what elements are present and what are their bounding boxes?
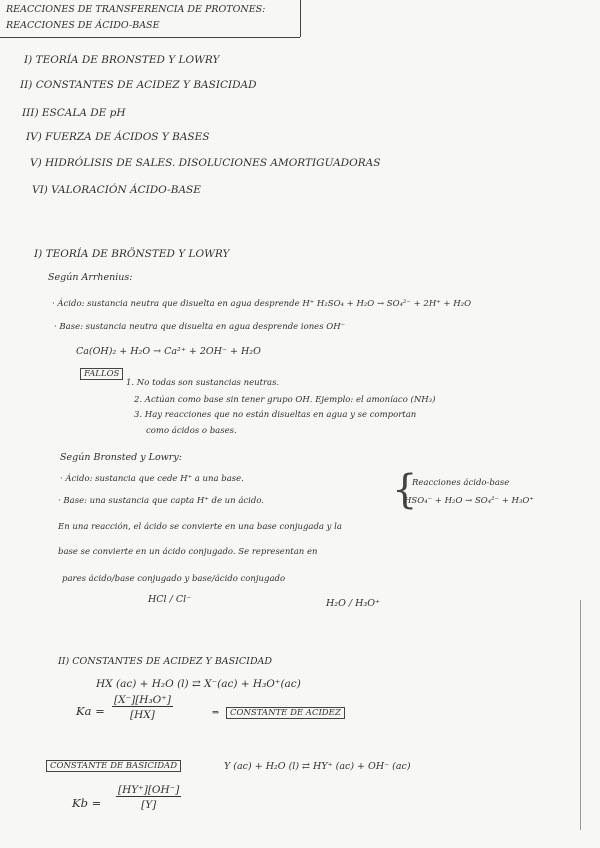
fallos-label: FALLOS: [80, 368, 123, 380]
ka-numerator: [X⁻][H₃O⁺]: [114, 694, 171, 706]
index-item: IV) FUERZA DE ÁCIDOS Y BASES: [26, 131, 210, 143]
paragraph-line: pares ácido/base conjugado y base/ácido conjugado: [62, 574, 286, 584]
kb-denominator: [Y]: [141, 799, 157, 811]
arrhenius-title: Según Arrhenius:: [48, 272, 133, 283]
kb-label: Kb =: [72, 796, 102, 810]
index-item: III) ESCALA DE pH: [22, 107, 126, 119]
brace-symbol: {: [392, 467, 418, 513]
kb-name: CONSTANTE DE BASICIDAD: [46, 760, 181, 772]
paragraph-line: En una reacción, el ácido se convierte en una base conjugada y la: [58, 522, 342, 532]
fallo-item-cont: como ácidos o bases.: [146, 426, 237, 436]
section1-title: I) TEORÍA DE BRÖNSTED Y LOWRY: [34, 248, 230, 260]
index-item: II) CONSTANTES DE ACIDEZ Y BASICIDAD: [20, 79, 257, 91]
header-line-2: REACCIONES DE ÁCIDO-BASE: [6, 20, 160, 31]
index-item: I) TEORÍA DE BRONSTED Y LOWRY: [24, 54, 220, 66]
header-underline: [0, 37, 300, 38]
paragraph-line: base se convierte en un ácido conjugado. Se representan en: [58, 547, 318, 557]
acid-equilibrium: HX (ac) + H₂O (l) ⇄ X⁻(ac) + H₃O⁺(ac): [96, 678, 301, 690]
reaction-equation: HSO₄⁻ + H₂O → SO₄²⁻ + H₃O⁺: [404, 496, 534, 506]
base-equilibrium: Y (ac) + H₂O (l) ⇄ HY⁺ (ac) + OH⁻ (ac): [224, 761, 411, 772]
bl-title: Según Bronsted y Lowry:: [60, 452, 182, 463]
index-item: VI) VALORACIÓN ÁCIDO-BASE: [32, 184, 201, 196]
right-margin-line: [580, 600, 581, 830]
conjugate-pair: H₂O / H₃O⁺: [326, 598, 381, 609]
ka-label: Ka =: [76, 704, 105, 718]
reaction-label: Reacciones ácido-base: [412, 478, 510, 488]
kb-numerator: [HY⁺][OH⁻]: [118, 784, 180, 796]
ka-fraction: [112, 694, 173, 721]
arrhenius-base: · Base: sustancia neutra que disuelta en agua desprende iones OH⁻: [54, 322, 346, 332]
fallo-item: 1. No todas son sustancias neutras.: [126, 378, 280, 388]
header-side-rule: [300, 0, 301, 37]
ka-denominator: [HX]: [130, 709, 155, 721]
base-equation: Ca(OH)₂ + H₂O → Ca²⁺ + 2OH⁻ + H₂O: [76, 346, 261, 357]
bl-base: · Base: una sustancia que capta H⁺ de un ácido.: [58, 496, 264, 506]
ka-name: CONSTANTE DE ACIDEZ: [226, 707, 345, 719]
fallo-item: 3. Hay reacciones que no están disueltas en agua y se comportan: [134, 410, 417, 420]
conjugate-pair: HCl / Cl⁻: [148, 594, 192, 605]
fallo-item: 2. Actúan como base sin tener grupo OH. Ejemplo: el amoníaco (NH₃): [134, 395, 436, 405]
kb-fraction: [116, 784, 181, 811]
arrow-symbol: ⇒: [212, 708, 220, 718]
bl-acid: · Ácido: sustancia que cede H⁺ a una base.: [60, 474, 244, 484]
arrhenius-acid: · Ácido: sustancia neutra que disuelta en agua desprende H⁺ H₂SO₄ + H₂O → SO₄²⁻ + 2H⁺ + H₂O: [52, 299, 472, 309]
header-line-1: REACCIONES DE TRANSFERENCIA DE PROTONES:: [6, 4, 266, 15]
section2-title: II) CONSTANTES DE ACIDEZ Y BASICIDAD: [58, 656, 273, 667]
index-item: V) HIDRÓLISIS DE SALES. DISOLUCIONES AMORTIGUADORAS: [30, 157, 381, 169]
